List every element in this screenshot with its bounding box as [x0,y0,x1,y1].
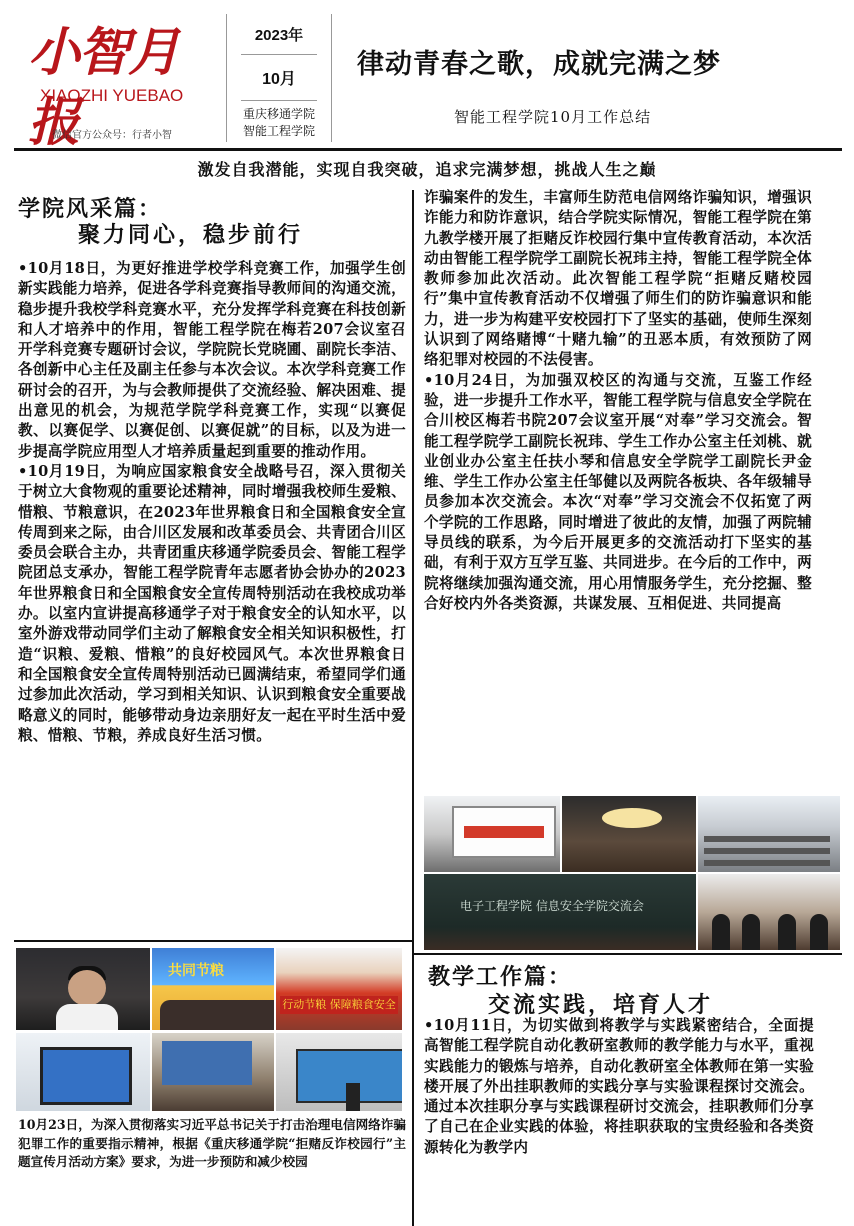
paragraph-oct18: •10月18日，为更好推进学校学科竞赛工作，加强学生创新实践能力培养，促进各学科竞赛指导教师间的沟通交流，稳步提升我校学科竞赛水平，充分发挥学科竞赛在科技创新和人才培养中的作用，智能工程学院在梅若207会议室召开学科竞赛专题研讨会议，学院院长党晓圃、副院长李洁、各创新中心主任及副主任参与本次会议。本次学科竞赛工作研讨会的召开，为与会教师提供了交流经验、解决困难、提出意见的机会，为规范学院学科竞赛工作，实现“以赛促教、以赛促学、以赛促创、以赛促就”的目标，以及为进一步提高学院应用型人才培养质量起到重要的推动作用。 [18,260,406,460]
slogan-banner: 激发自我潜能，实现自我突破，追求完满梦想，挑战人生之巅 [197,160,657,179]
photo-lab [698,796,840,872]
blackboard-text: 电子工程学院 信息安全学院交流会 [460,899,644,913]
paragraph-oct11: •10月11日，为切实做到将教学与实践紧密结合，全面提高智能工程学院自动化教研室教师的教学能力与水平，重视实践能力的锻炼与培养，自动化教研室全体教师在第一实验楼开展了外出挂职教师的实践分享与实验课程探讨交流会。通过本次挂职分享与实践课程研讨交流会，挂职教师们分享了自己在企业实践的体验，将挂职获取的宝贵经验和各类资源转化为教学内 [424,1017,814,1156]
photo-classroom [424,796,560,872]
section-subtitle-college: 聚力同心，稳步前行 [78,222,304,248]
masthead-rule [14,148,842,151]
page-subheadline: 智能工程学院10月工作总结 [454,108,652,126]
photo-blackboard [424,874,696,950]
section-subtitle-teaching: 交流实践，培育人才 [488,992,714,1018]
poster-text: 共同节粮 [168,963,224,979]
paragraph-oct24: •10月24日，为加强双校区的沟通与交流，互鉴工作经验，进一步提升工作水平，智能工程学院与信息安全学院在合川校区梅若书院207会议室开展“对奉”学习交流会。智能工程学院学工副院长祝玮、学生工作办公室主任刘桃、就业创业办公室主任扶小琴和信息安全学院学工副院长尹金维、学生工作办公室主任邹健以及两院各板块、各年级辅导员参加本次交流会。本次“对奉”学习交流会不仅拓宽了两个学院的工作思路，同时增进了彼此的友情，加强了两院辅导员线的联系，为今后开展更多的交流活动打下坚实的基础，有利于双方互学互鉴、共同进步。在今后的工作中，两院将继续加强沟通交流，用心用情服务学生，充分挖掘、整合好校内外各类资源，共谋发展、互相促进、共同提高 [424,371,812,612]
caption-oct23: 10月23日，为深入贯彻落实习近平总书记关于打击治理电信网络诈骗犯罪工作的重要指示精神，根据《重庆移通学院“拒赌反诈校园行”主题宣传月活动方案》要求，为进一步预防和减少校园 [18,1117,406,1169]
photo-meeting [562,796,696,872]
logo-wordmark: 小智月报 [28,22,179,153]
section-rule [14,940,412,942]
banner-text: 行动节粮 保障粮食安全 [280,996,398,1014]
issuing-organization [227,106,331,140]
section-title-college: 学院风采篇： [18,196,163,222]
photo-discussion [698,874,840,950]
photo-volunteers [276,948,402,1030]
issue-month: 10月 [262,71,296,88]
column-divider [412,190,414,1226]
page-headline: 律动青春之歌，成就完满之梦 [357,49,721,80]
photo-grain-poster [152,948,274,1030]
photo-speaker [16,948,150,1030]
org-school: 重庆移通学院 [242,107,315,121]
article-teaching [424,1016,814,1158]
org-college: 智能工程学院 [242,124,315,138]
paragraph-oct19: •10月19日，为响应国家粮食安全战略号召，深入贯彻关于树立大食物观的重要论述精神，同时增强我校师生爱粮、惜粮、节粮意识，在2023年世界粮食日和全国粮食安全宣传周到来之际，由合川区发展和改革委员会、共青团合川区委员会联合主办，共青团重庆移通学院委员会、智能工程学院团总支承办，智能工程学院青年志愿者协会协办的2023年世界粮食日和全国粮食安全宣传周特别活动在我校成功举办。以室内宣讲提高移通学子对于粮食安全的认知水平，以室外游戏带动同学们主动了解粮食安全相关知识积极性，打造“识粮、爱粮、惜粮”的良好校园风气。本次世界粮食日和全国粮食安全宣传周特别活动已圆满结束，希望同学们通过参加此次活动，学习到相关知识、认识到粮食安全重要战略意义的同时，能够带动身边亲朋好友一起在平时生活中爱粮、惜粮、节粮，养成良好生活习惯。 [18,462,406,744]
section-title-teaching: 教学工作篇： [428,964,573,990]
issue-date-box [226,14,332,142]
section-rule [412,953,842,955]
article-college [18,259,406,746]
photo-presentation [276,1033,402,1111]
divider [241,54,317,55]
issue-year: 2023年 [254,27,304,44]
wechat-account: 微信官方公众号：行者小智 [52,130,172,141]
logo-pinyin: XIAOZHI YUEBAO [40,86,184,105]
paragraph-continued: 诈骗案件的发生，丰富师生防范电信网络诈骗知识，增强识诈能力和防诈意识，结合学院实际情况，智能工程学院在第九教学楼开展了拒赌反诈校园行集中宣传教育活动，本次活动由智能工程学院学工副院长祝玮主持，智能工程学院全体教师参加此次活动。此次智能工程学院“拒赌反赌校园行”集中宣传教育活动不仅增强了师生们的防诈骗意识和能力，进一步为构建平安校园打下了坚实的基础，使师生深刻认识到了网络赌博“十赌九输”的丑恶本质，有效预防了网络犯罪对校园的不法侵害。 [424,189,812,369]
photo-lecture-hall [152,1033,274,1111]
divider [241,100,317,101]
photo-projector [16,1033,150,1111]
article-continued [424,188,812,614]
